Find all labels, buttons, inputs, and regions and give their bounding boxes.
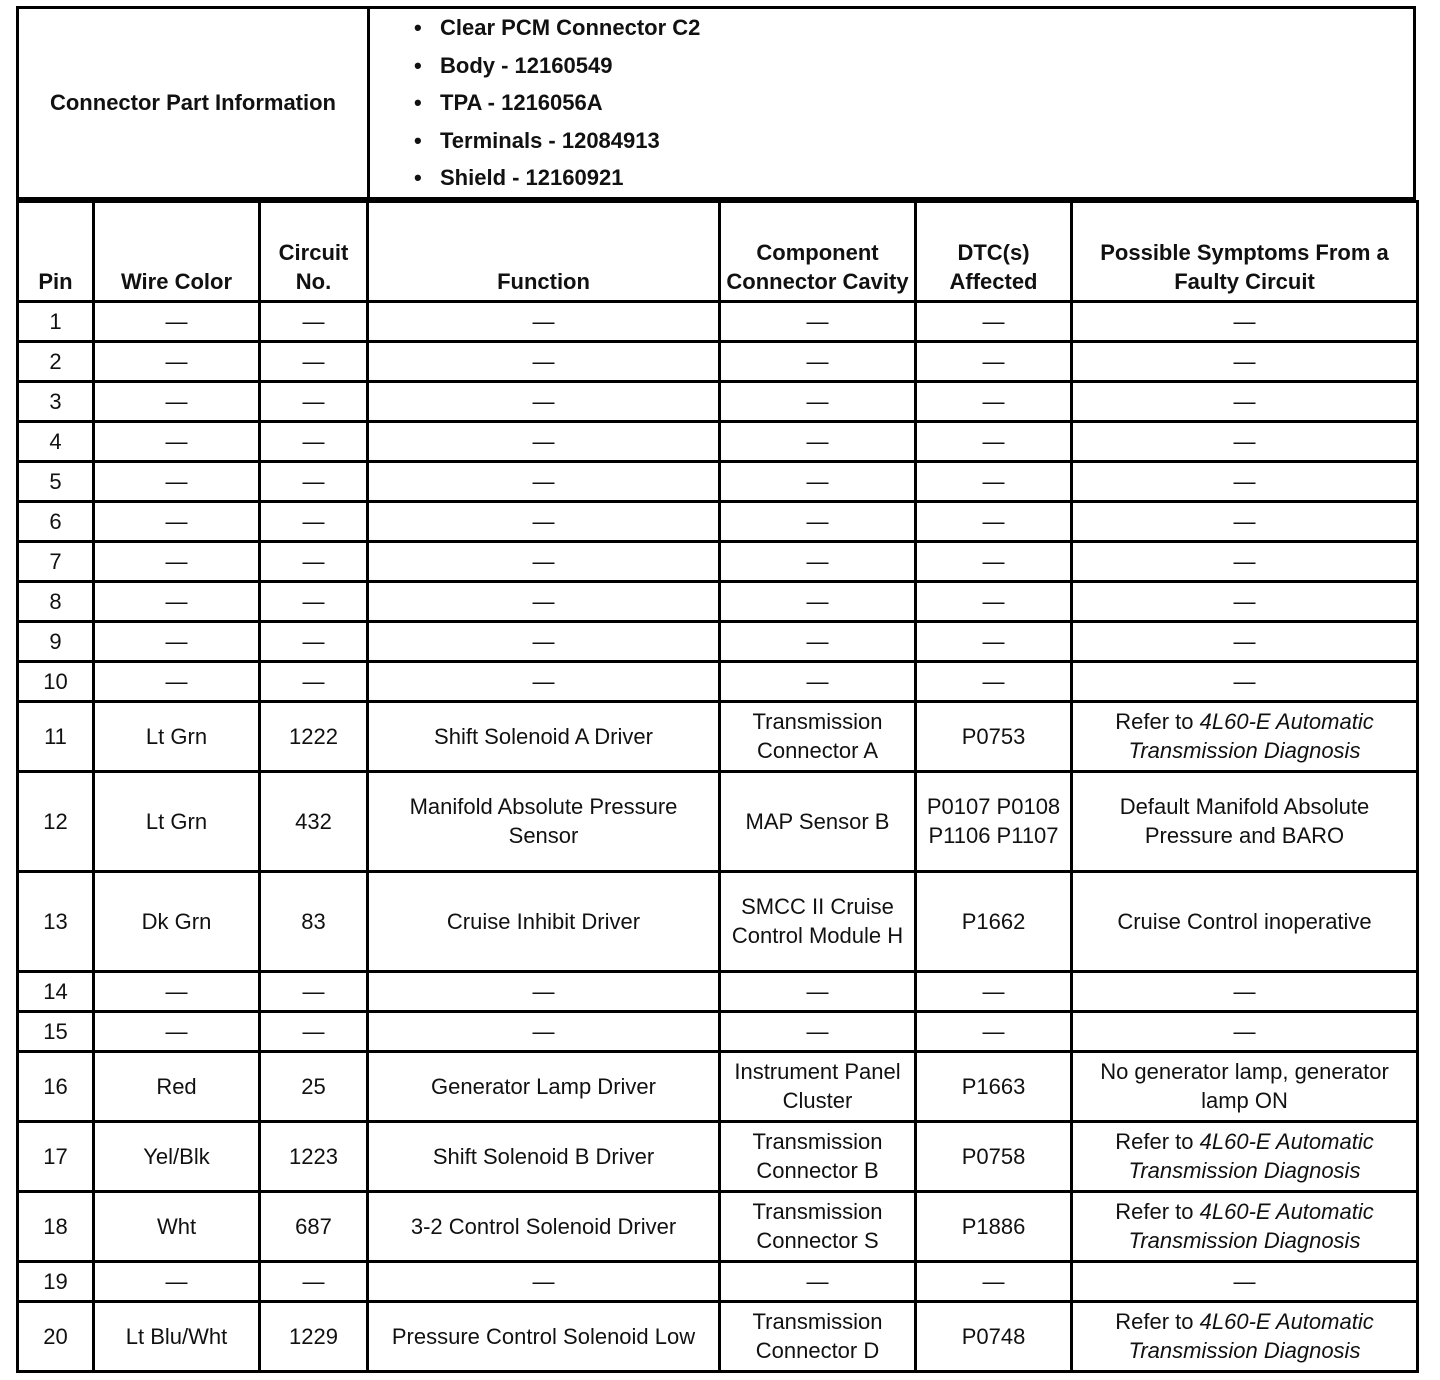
manual-title: 4L60-E Automatic Transmission Diagnosis bbox=[1128, 1309, 1374, 1363]
table-row bbox=[18, 341, 1418, 381]
manual-title: 4L60-E Automatic Transmission Diagnosis bbox=[1128, 709, 1374, 763]
info-item: • Body - 12160549 bbox=[410, 47, 1413, 85]
table-row bbox=[18, 621, 1418, 661]
table-row bbox=[18, 421, 1418, 461]
wire-cell: — bbox=[94, 501, 260, 541]
function-cell: — bbox=[368, 661, 720, 701]
circuit-cell: — bbox=[260, 581, 368, 621]
pin-cell: 15 bbox=[18, 1011, 94, 1051]
dtc-cell: P0758 bbox=[916, 1121, 1072, 1191]
dtc-cell: — bbox=[916, 461, 1072, 501]
refer-to-text: Refer to bbox=[1115, 1129, 1194, 1154]
header-function: Function bbox=[368, 201, 720, 301]
manual-title: 4L60-E Automatic Transmission Diagnosis bbox=[1128, 1129, 1374, 1183]
table-row bbox=[18, 701, 1418, 771]
cavity-cell: — bbox=[720, 971, 916, 1011]
circuit-cell: 432 bbox=[260, 771, 368, 871]
header-symptoms: Possible Symptoms From a Faulty Circuit bbox=[1072, 201, 1418, 301]
dtc-cell: — bbox=[916, 1261, 1072, 1301]
dtc-cell: P1662 bbox=[916, 871, 1072, 971]
function-cell: — bbox=[368, 461, 720, 501]
function-cell: Generator Lamp Driver bbox=[368, 1051, 720, 1121]
wire-cell: — bbox=[94, 1261, 260, 1301]
function-cell: — bbox=[368, 971, 720, 1011]
pin-cell: 7 bbox=[18, 541, 94, 581]
refer-to-text: Refer to bbox=[1115, 1199, 1194, 1224]
table-row bbox=[18, 581, 1418, 621]
wire-cell: — bbox=[94, 541, 260, 581]
symptom-cell: — bbox=[1072, 381, 1418, 421]
cavity-cell: Transmission Connector B bbox=[720, 1121, 916, 1191]
function-cell: — bbox=[368, 1261, 720, 1301]
cavity-cell: — bbox=[720, 621, 916, 661]
symptom-cell: — bbox=[1072, 301, 1418, 341]
function-cell: — bbox=[368, 381, 720, 421]
symptom-cell: — bbox=[1072, 461, 1418, 501]
function-cell: Manifold Absolute Pressure Sensor bbox=[368, 771, 720, 871]
wire-cell: Lt Grn bbox=[94, 771, 260, 871]
circuit-cell: 1223 bbox=[260, 1121, 368, 1191]
pin-cell: 2 bbox=[18, 341, 94, 381]
connector-document bbox=[16, 6, 1416, 1373]
circuit-cell: — bbox=[260, 301, 368, 341]
pin-cell: 13 bbox=[18, 871, 94, 971]
cavity-cell: — bbox=[720, 301, 916, 341]
manual-title: 4L60-E Automatic Transmission Diagnosis bbox=[1128, 1199, 1374, 1253]
symptom-cell: — bbox=[1072, 1261, 1418, 1301]
circuit-cell: — bbox=[260, 1011, 368, 1051]
wire-cell: — bbox=[94, 381, 260, 421]
table-row bbox=[18, 1301, 1418, 1371]
connector-info-table bbox=[16, 6, 1416, 200]
header-cavity: Component Connector Cavity bbox=[720, 201, 916, 301]
circuit-cell: — bbox=[260, 661, 368, 701]
wire-cell: — bbox=[94, 971, 260, 1011]
refer-to-text: Refer to bbox=[1115, 1309, 1194, 1334]
dtc-cell: — bbox=[916, 971, 1072, 1011]
symptom-cell: — bbox=[1072, 501, 1418, 541]
pin-cell: 5 bbox=[18, 461, 94, 501]
symptom-cell: — bbox=[1072, 581, 1418, 621]
function-cell: — bbox=[368, 1011, 720, 1051]
dtc-cell: — bbox=[916, 581, 1072, 621]
table-row bbox=[18, 771, 1418, 871]
cavity-cell: Transmission Connector A bbox=[720, 701, 916, 771]
circuit-cell: 1229 bbox=[260, 1301, 368, 1371]
pin-cell: 12 bbox=[18, 771, 94, 871]
pin-cell: 16 bbox=[18, 1051, 94, 1121]
table-row bbox=[18, 1121, 1418, 1191]
cavity-cell: — bbox=[720, 381, 916, 421]
function-cell: — bbox=[368, 541, 720, 581]
function-cell: — bbox=[368, 301, 720, 341]
pin-cell: 14 bbox=[18, 971, 94, 1011]
symptom-cell bbox=[1072, 1121, 1418, 1191]
table-row bbox=[18, 501, 1418, 541]
wire-cell: — bbox=[94, 1011, 260, 1051]
dtc-cell: P0753 bbox=[916, 701, 1072, 771]
function-cell: — bbox=[368, 501, 720, 541]
function-cell: — bbox=[368, 621, 720, 661]
cavity-cell: — bbox=[720, 581, 916, 621]
dtc-cell: P1886 bbox=[916, 1191, 1072, 1261]
info-item: • Shield - 12160921 bbox=[410, 159, 1413, 197]
dtc-cell: P1663 bbox=[916, 1051, 1072, 1121]
symptom-cell bbox=[1072, 1191, 1418, 1261]
circuit-cell: — bbox=[260, 461, 368, 501]
connector-info-list bbox=[370, 9, 1413, 197]
symptom-cell: — bbox=[1072, 421, 1418, 461]
table-row bbox=[18, 1011, 1418, 1051]
cavity-cell: — bbox=[720, 1011, 916, 1051]
connector-info-cell bbox=[369, 8, 1415, 199]
table-row bbox=[18, 871, 1418, 971]
cavity-cell: — bbox=[720, 461, 916, 501]
wire-cell: Yel/Blk bbox=[94, 1121, 260, 1191]
pin-cell: 20 bbox=[18, 1301, 94, 1371]
symptom-cell: — bbox=[1072, 541, 1418, 581]
wire-cell: — bbox=[94, 581, 260, 621]
connector-info-label: Connector Part Information bbox=[18, 8, 369, 199]
table-row bbox=[18, 381, 1418, 421]
dtc-cell: — bbox=[916, 341, 1072, 381]
table-row bbox=[18, 971, 1418, 1011]
function-cell: Pressure Control Solenoid Low bbox=[368, 1301, 720, 1371]
cavity-cell: MAP Sensor B bbox=[720, 771, 916, 871]
circuit-cell: — bbox=[260, 971, 368, 1011]
cavity-cell: SMCC II Cruise Control Module H bbox=[720, 871, 916, 971]
circuit-cell: — bbox=[260, 381, 368, 421]
info-item: • TPA - 1216056A bbox=[410, 84, 1413, 122]
wire-cell: — bbox=[94, 461, 260, 501]
wire-cell: Red bbox=[94, 1051, 260, 1121]
dtc-cell: — bbox=[916, 421, 1072, 461]
header-pin: Pin bbox=[18, 201, 94, 301]
circuit-cell: — bbox=[260, 421, 368, 461]
circuit-cell: — bbox=[260, 1261, 368, 1301]
function-cell: Shift Solenoid B Driver bbox=[368, 1121, 720, 1191]
pin-cell: 3 bbox=[18, 381, 94, 421]
pin-cell: 4 bbox=[18, 421, 94, 461]
circuit-cell: — bbox=[260, 621, 368, 661]
function-cell: — bbox=[368, 581, 720, 621]
pin-table-header bbox=[18, 201, 1418, 301]
symptom-cell: Cruise Control inoperative bbox=[1072, 871, 1418, 971]
dtc-cell: — bbox=[916, 661, 1072, 701]
symptom-cell bbox=[1072, 701, 1418, 771]
cavity-cell: Transmission Connector D bbox=[720, 1301, 916, 1371]
pin-cell: 9 bbox=[18, 621, 94, 661]
pin-cell: 17 bbox=[18, 1121, 94, 1191]
dtc-cell: P0748 bbox=[916, 1301, 1072, 1371]
pin-cell: 6 bbox=[18, 501, 94, 541]
dtc-cell: — bbox=[916, 621, 1072, 661]
symptom-cell: — bbox=[1072, 1011, 1418, 1051]
circuit-cell: — bbox=[260, 501, 368, 541]
dtc-cell: — bbox=[916, 301, 1072, 341]
symptom-cell: — bbox=[1072, 971, 1418, 1011]
circuit-cell: 687 bbox=[260, 1191, 368, 1261]
table-row bbox=[18, 461, 1418, 501]
wire-cell: Lt Blu/Wht bbox=[94, 1301, 260, 1371]
table-row bbox=[18, 661, 1418, 701]
pin-cell: 19 bbox=[18, 1261, 94, 1301]
function-cell: Cruise Inhibit Driver bbox=[368, 871, 720, 971]
table-row bbox=[18, 1191, 1418, 1261]
function-cell: 3-2 Control Solenoid Driver bbox=[368, 1191, 720, 1261]
dtc-cell: — bbox=[916, 1011, 1072, 1051]
wire-cell: — bbox=[94, 341, 260, 381]
wire-cell: — bbox=[94, 661, 260, 701]
circuit-cell: — bbox=[260, 341, 368, 381]
cavity-cell: — bbox=[720, 341, 916, 381]
header-circuit-no: Circuit No. bbox=[260, 201, 368, 301]
table-row bbox=[18, 301, 1418, 341]
symptom-cell: Default Manifold Absolute Pressure and BARO bbox=[1072, 771, 1418, 871]
pin-cell: 1 bbox=[18, 301, 94, 341]
symptom-cell: — bbox=[1072, 621, 1418, 661]
circuit-cell: 1222 bbox=[260, 701, 368, 771]
circuit-cell: 83 bbox=[260, 871, 368, 971]
function-cell: — bbox=[368, 421, 720, 461]
pin-cell: 8 bbox=[18, 581, 94, 621]
wire-cell: — bbox=[94, 421, 260, 461]
dtc-cell: — bbox=[916, 381, 1072, 421]
wire-cell: Dk Grn bbox=[94, 871, 260, 971]
table-row bbox=[18, 1051, 1418, 1121]
cavity-cell: — bbox=[720, 421, 916, 461]
table-row bbox=[18, 541, 1418, 581]
dtc-cell: — bbox=[916, 541, 1072, 581]
cavity-cell: — bbox=[720, 1261, 916, 1301]
symptom-cell bbox=[1072, 1301, 1418, 1371]
wire-cell: — bbox=[94, 301, 260, 341]
header-wire-color: Wire Color bbox=[94, 201, 260, 301]
wire-cell: — bbox=[94, 621, 260, 661]
pin-cell: 10 bbox=[18, 661, 94, 701]
circuit-cell: — bbox=[260, 541, 368, 581]
pin-cell: 11 bbox=[18, 701, 94, 771]
circuit-cell: 25 bbox=[260, 1051, 368, 1121]
info-item: • Clear PCM Connector C2 bbox=[410, 9, 1413, 47]
symptom-cell: No generator lamp, generator lamp ON bbox=[1072, 1051, 1418, 1121]
symptom-cell: — bbox=[1072, 341, 1418, 381]
pin-cell: 18 bbox=[18, 1191, 94, 1261]
pin-table bbox=[16, 200, 1419, 1373]
cavity-cell: — bbox=[720, 661, 916, 701]
dtc-cell: — bbox=[916, 501, 1072, 541]
table-row bbox=[18, 1261, 1418, 1301]
wire-cell: Lt Grn bbox=[94, 701, 260, 771]
cavity-cell: — bbox=[720, 501, 916, 541]
wire-cell: Wht bbox=[94, 1191, 260, 1261]
function-cell: — bbox=[368, 341, 720, 381]
refer-to-text: Refer to bbox=[1115, 709, 1194, 734]
cavity-cell: — bbox=[720, 541, 916, 581]
function-cell: Shift Solenoid A Driver bbox=[368, 701, 720, 771]
cavity-cell: Instrument Panel Cluster bbox=[720, 1051, 916, 1121]
symptom-cell: — bbox=[1072, 661, 1418, 701]
cavity-cell: Transmission Connector S bbox=[720, 1191, 916, 1261]
info-item: • Terminals - 12084913 bbox=[410, 122, 1413, 160]
dtc-cell: P0107 P0108 P1106 P1107 bbox=[916, 771, 1072, 871]
header-dtc: DTC(s) Affected bbox=[916, 201, 1072, 301]
